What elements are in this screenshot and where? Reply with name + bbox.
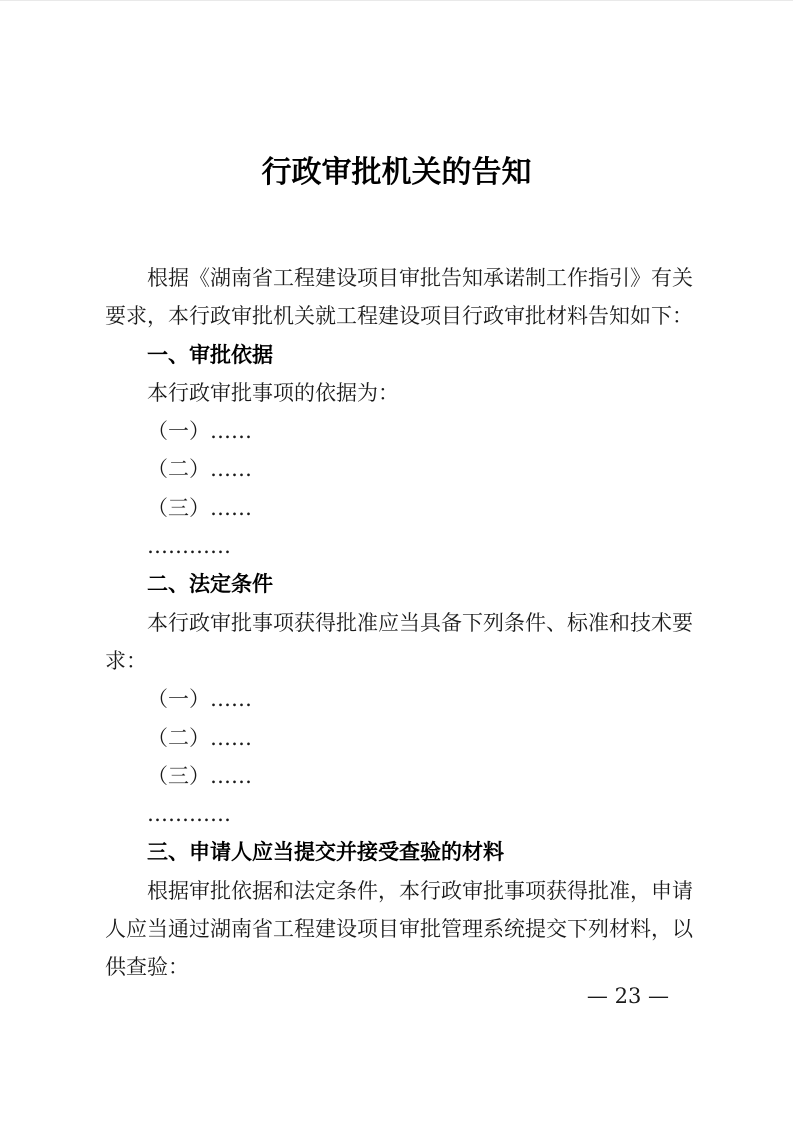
section-2-heading: 二、法定条件 — [147, 572, 273, 597]
section-2-lead-line-1: 本行政审批事项获得批准应当具备下列条件、标准和技术要 — [147, 610, 693, 635]
section-2-item-2: （二）…… — [147, 725, 252, 750]
document-body — [105, 259, 693, 987]
section-1-heading: 一、审批依据 — [147, 342, 273, 367]
section-2-lead-line-2: 求： — [105, 648, 147, 673]
section-1-ellipsis-line: ………… — [147, 534, 231, 559]
page-number: — 23 — — [586, 984, 669, 1008]
section-3-heading: 三、申请人应当提交并接受查验的材料 — [147, 840, 504, 865]
section-2-item-1: （一）…… — [147, 687, 252, 712]
section-1-lead-line-1: 本行政审批事项的依据为： — [147, 380, 399, 405]
intro-line-2: 要求，本行政审批机关就工程建设项目行政审批材料告知如下： — [105, 304, 693, 329]
section-3-lead-line-3: 供查验： — [105, 955, 189, 980]
section-2-item-3: （三）…… — [147, 763, 252, 788]
document-title: 行政审批机关的告知 — [261, 155, 532, 190]
section-1-item-3: （三）…… — [147, 495, 252, 520]
section-1-item-1: （一）…… — [147, 419, 252, 444]
intro-line-1: 根据《湖南省工程建设项目审批告知承诺制工作指引》有关 — [147, 266, 693, 290]
section-1-item-2: （二）…… — [147, 457, 252, 482]
section-3-lead-line-1: 根据审批依据和法定条件，本行政审批事项获得批准，申请 — [147, 878, 693, 903]
section-3-lead-line-2: 人应当通过湖南省工程建设项目审批管理系统提交下列材料，以 — [105, 917, 693, 942]
section-2-ellipsis-line: ………… — [147, 802, 231, 827]
